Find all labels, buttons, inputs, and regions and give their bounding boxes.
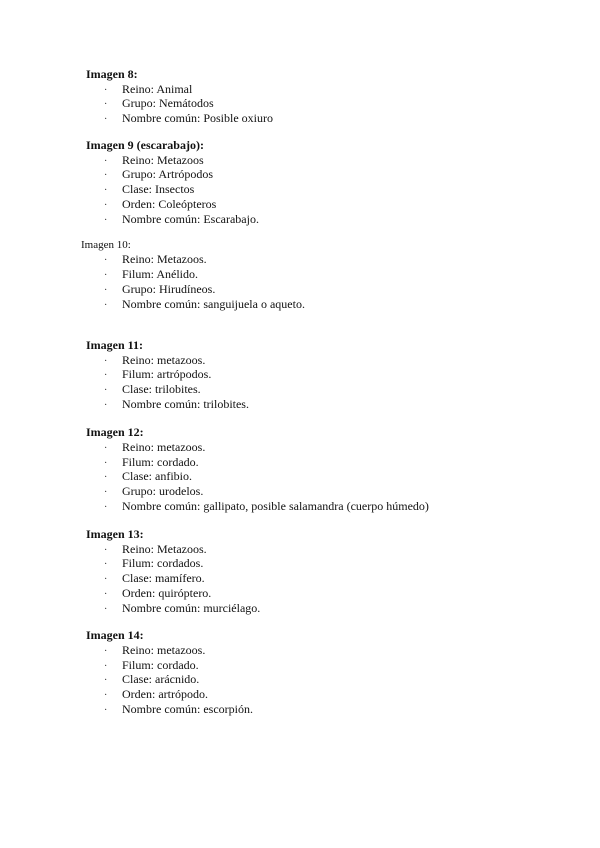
list-item	[104, 672, 199, 687]
bullet-icon: ·	[104, 300, 108, 311]
bullet-icon: ·	[104, 385, 108, 396]
bullet-icon: ·	[104, 705, 108, 716]
list-item	[104, 111, 273, 126]
list-item-text: Nombre común: escorpión.	[122, 702, 253, 716]
list-item-text: Nombre común: murciélago.	[122, 601, 261, 615]
bullet-icon: ·	[104, 270, 108, 281]
bullet-icon: ·	[104, 545, 108, 556]
section-heading: Imagen 13:	[86, 527, 144, 541]
list-item	[104, 601, 260, 616]
list-item-text: Reino: metazoos.	[122, 440, 206, 454]
section-heading: Imagen 14:	[86, 628, 144, 642]
section-heading: Imagen 8:	[86, 67, 138, 81]
list-item	[104, 469, 192, 484]
bullet-icon: ·	[104, 502, 108, 513]
section-heading: Imagen 11:	[86, 338, 143, 352]
bullet-icon: ·	[104, 443, 108, 454]
bullet-icon: ·	[104, 604, 108, 615]
list-item-text: Orden: artrópodo.	[122, 687, 208, 701]
section-heading: Imagen 9 (escarabajo):	[86, 138, 204, 152]
bullet-icon: ·	[104, 215, 108, 226]
list-item	[104, 542, 207, 557]
bullet-icon: ·	[104, 114, 108, 125]
list-item	[104, 397, 249, 412]
list-item-text: Clase: arácnido.	[122, 672, 200, 686]
list-item-text: Nombre común: sanguijuela o aqueto.	[122, 297, 305, 311]
bullet-icon: ·	[104, 99, 108, 110]
list-item-text: Filum: Anélido.	[122, 267, 199, 281]
list-item-text: Clase: trilobites.	[122, 382, 201, 396]
bullet-icon: ·	[104, 85, 108, 96]
list-item-text: Grupo: urodelos.	[122, 484, 204, 498]
list-item-text: Reino: metazoos.	[122, 643, 206, 657]
list-item-text: Clase: Insectos	[122, 182, 195, 196]
list-item	[104, 197, 216, 212]
section-heading: Imagen 12:	[86, 425, 144, 439]
list-item	[104, 382, 201, 397]
bullet-icon: ·	[104, 185, 108, 196]
bullet-icon: ·	[104, 646, 108, 657]
list-item	[104, 643, 205, 658]
list-item-text: Filum: cordado.	[122, 455, 199, 469]
list-item-text: Nombre común: trilobites.	[122, 397, 249, 411]
list-item	[104, 455, 199, 470]
bullet-icon: ·	[104, 690, 108, 701]
list-item	[104, 167, 213, 182]
bullet-icon: ·	[104, 472, 108, 483]
list-item-text: Orden: quiróptero.	[122, 586, 212, 600]
list-item-text: Reino: Metazoos.	[122, 252, 207, 266]
bullet-icon: ·	[104, 356, 108, 367]
list-item-text: Nombre común: gallipato, posible salamandra (cuerpo húmedo)	[122, 499, 429, 513]
list-item	[104, 499, 429, 514]
bullet-icon: ·	[104, 574, 108, 585]
bullet-icon: ·	[104, 255, 108, 266]
list-item-text: Reino: metazoos.	[122, 353, 206, 367]
list-item-text: Nombre común: Escarabajo.	[122, 212, 259, 226]
list-item-text: Filum: artrópodos.	[122, 367, 212, 381]
list-item-text: Filum: cordado.	[122, 658, 199, 672]
list-item	[104, 182, 194, 197]
list-item	[104, 484, 203, 499]
list-item-text: Clase: anfibio.	[122, 469, 192, 483]
list-item-text: Grupo: Nemátodos	[122, 96, 214, 110]
list-item	[104, 212, 259, 227]
list-item	[104, 571, 205, 586]
list-item-text: Grupo: Artrópodos	[122, 167, 213, 181]
list-item-text: Filum: cordados.	[122, 556, 204, 570]
list-item-text: Nombre común: Posible oxiuro	[122, 111, 273, 125]
list-item	[104, 702, 253, 717]
list-item-text: Orden: Coleópteros	[122, 197, 217, 211]
list-item	[104, 252, 207, 267]
list-item	[104, 96, 214, 111]
list-item	[104, 586, 211, 601]
bullet-icon: ·	[104, 170, 108, 181]
list-item	[104, 267, 198, 282]
list-item	[104, 82, 192, 97]
list-item-text: Grupo: Hirudíneos.	[122, 282, 216, 296]
bullet-icon: ·	[104, 200, 108, 211]
bullet-icon: ·	[104, 559, 108, 570]
list-item-text: Reino: Animal	[122, 82, 193, 96]
list-item-text: Reino: Metazoos	[122, 153, 204, 167]
bullet-icon: ·	[104, 285, 108, 296]
list-item	[104, 153, 204, 168]
list-item	[104, 440, 205, 455]
bullet-icon: ·	[104, 458, 108, 469]
bullet-icon: ·	[104, 400, 108, 411]
list-item-text: Clase: mamífero.	[122, 571, 205, 585]
list-item	[104, 556, 203, 571]
list-item	[104, 687, 208, 702]
bullet-icon: ·	[104, 661, 108, 672]
list-item-text: Reino: Metazoos.	[122, 542, 207, 556]
list-item	[104, 367, 211, 382]
bullet-icon: ·	[104, 589, 108, 600]
list-item	[104, 282, 215, 297]
list-item	[104, 658, 199, 673]
list-item	[104, 297, 305, 312]
bullet-icon: ·	[104, 156, 108, 167]
list-item	[104, 353, 205, 368]
bullet-icon: ·	[104, 675, 108, 686]
section-heading: Imagen 10:	[81, 239, 131, 251]
bullet-icon: ·	[104, 370, 108, 381]
bullet-icon: ·	[104, 487, 108, 498]
